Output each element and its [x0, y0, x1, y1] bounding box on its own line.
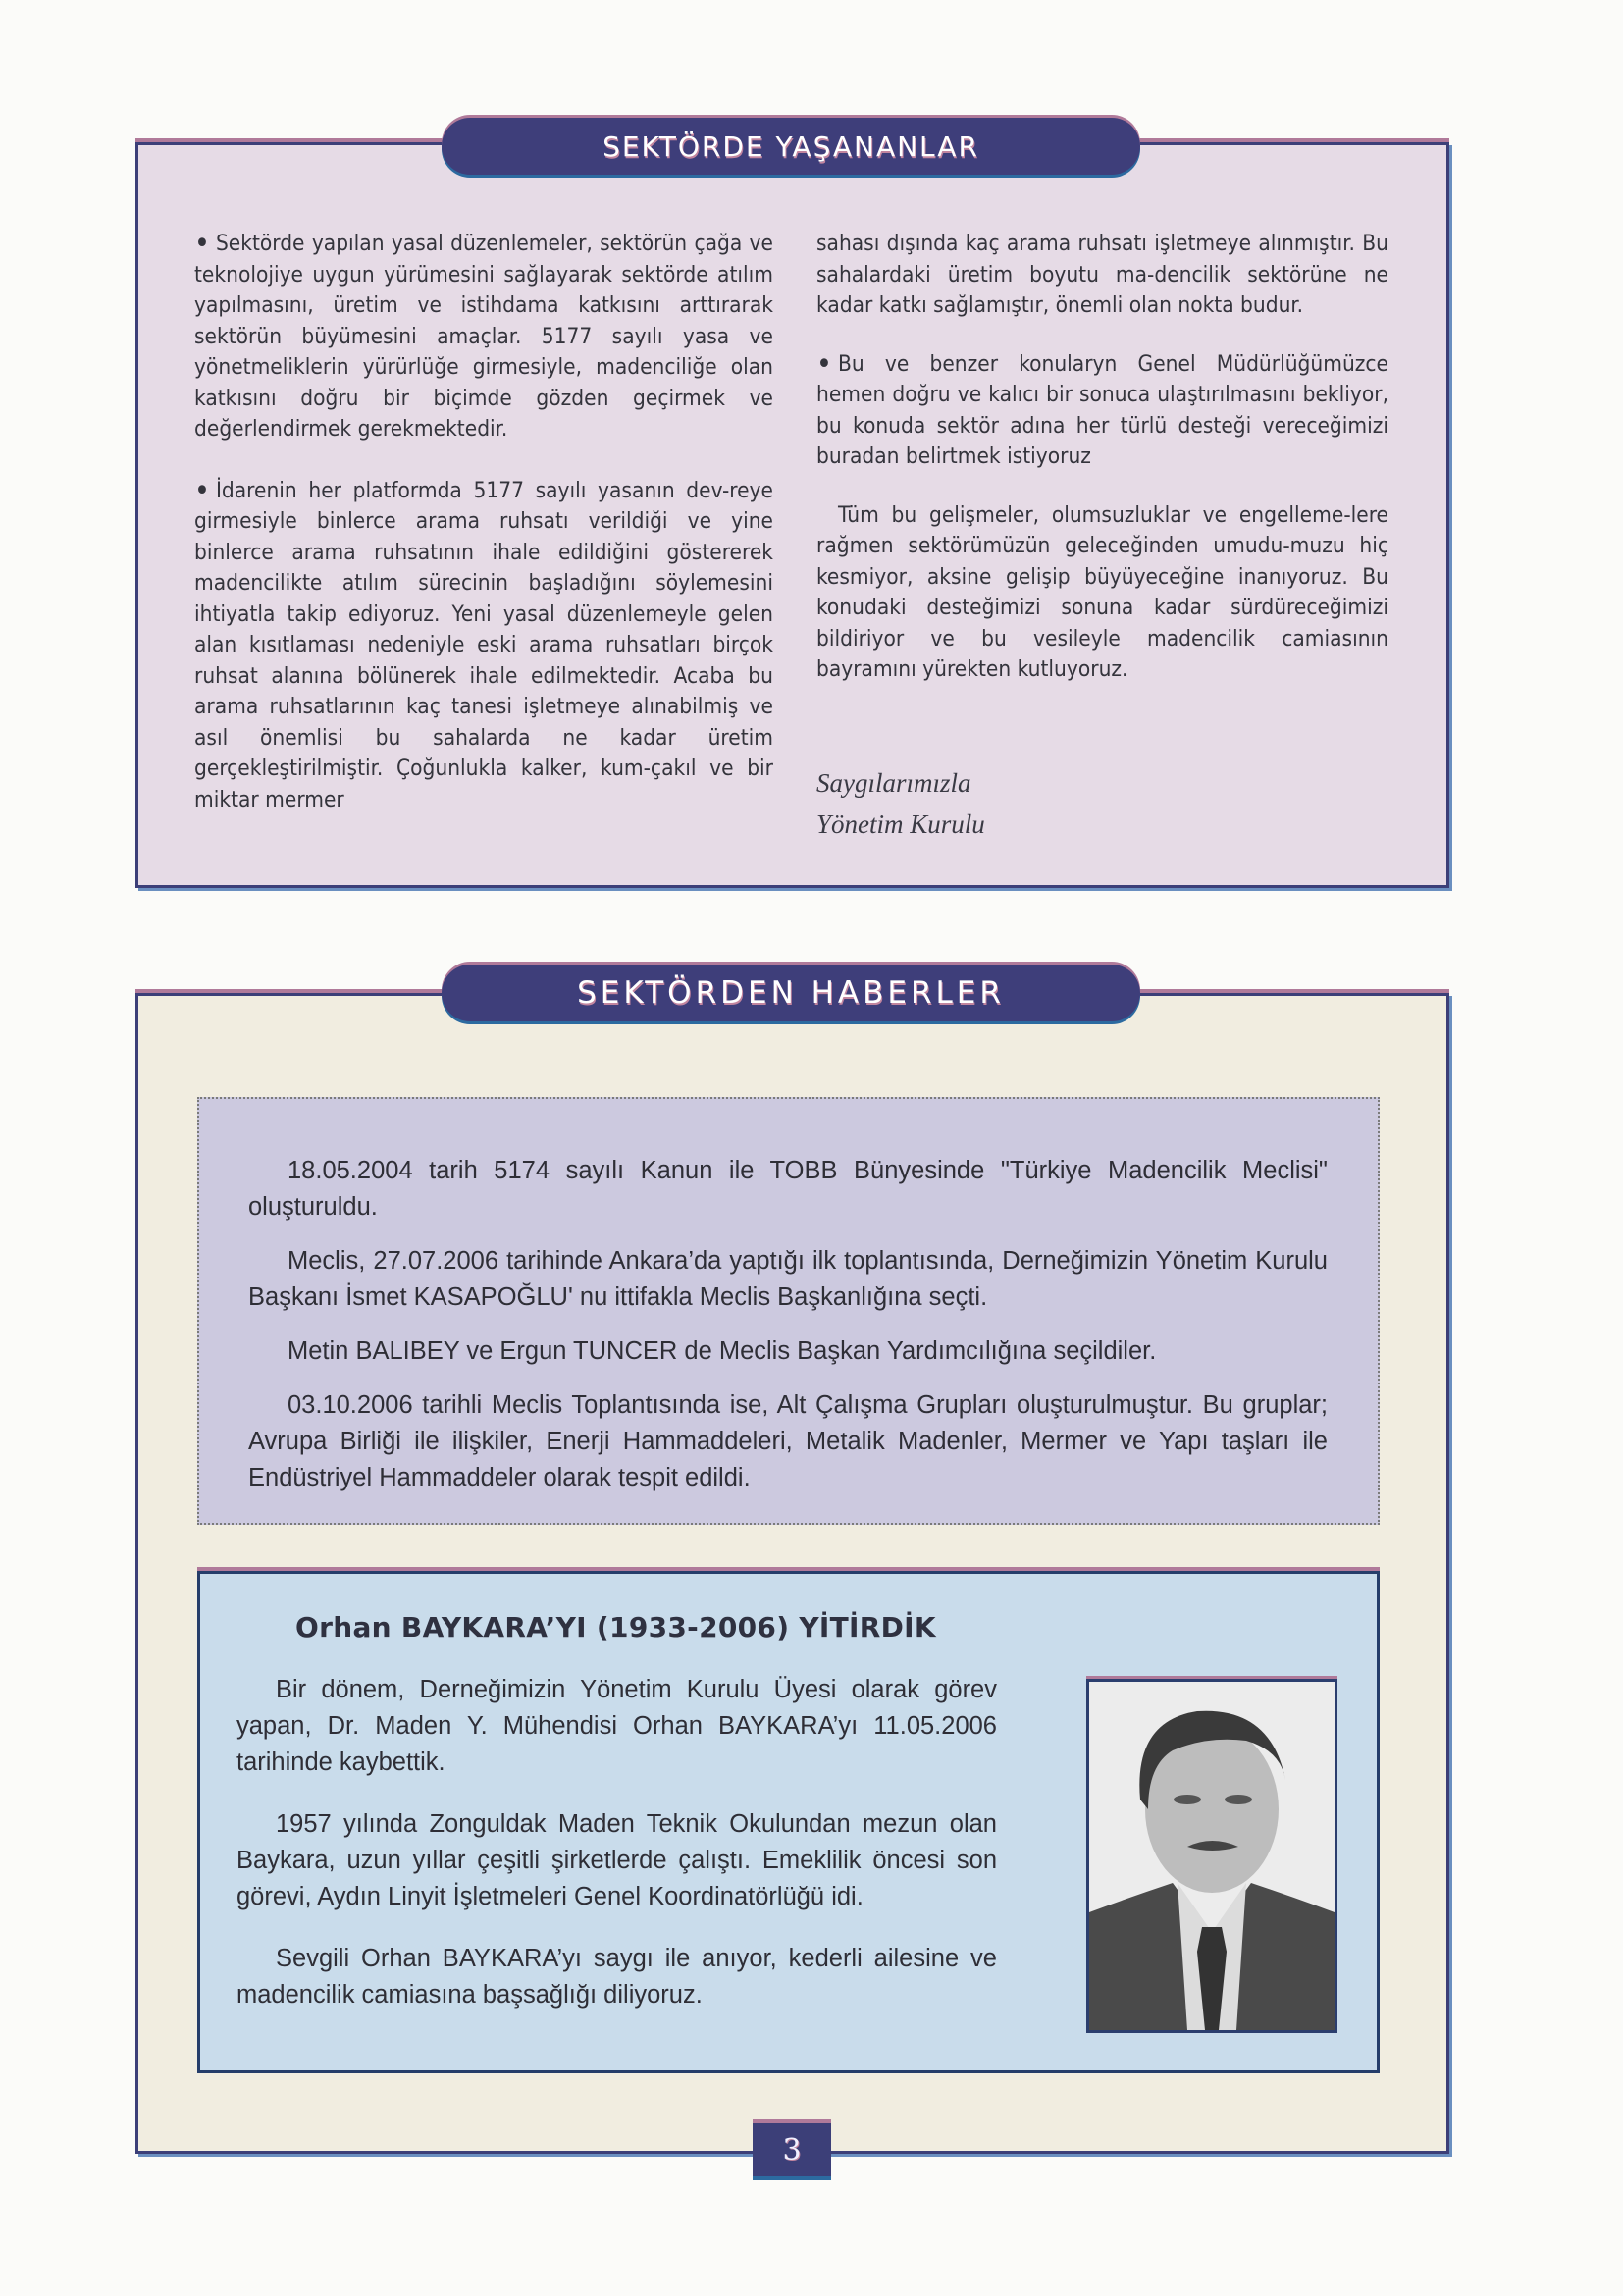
signature-greeting: Saygılarımızla — [816, 767, 971, 798]
news-box — [197, 1097, 1380, 1525]
obituary-text — [236, 1672, 997, 2013]
obituary-paragraph: 1957 yılında Zonguldak Maden Teknik Okulundan mezun olan Baykara, uzun yıllar çeşitli şirketlerde çalıştı. Emeklilik öncesi son görevi, Aydın Linyit İşletmeleri Genel Koordinatörlüğü idi. — [236, 1810, 997, 1910]
sector-events-right-column — [816, 229, 1388, 845]
paragraph: • İdarenin her platformda 5177 sayılı yasanın dev-reye girmesiyle binlerce arama ruhsatı verildiği ve yine binlerce arama ruhsatının ihale edildiğini göstererek madencilikte atılım sürecinin başladığını söylemesini ihtiyatla takip ediyoruz. Yeni yasal düzenlemeyle gelen alan kısıtlaması nedeniyle eski arama ruhsatları birçok ruhsat alanına bölünerek ihale edilmektedir. Acaba bu arama ruhsatlarının kaç tanesi işletmeye alınabilmiş ve asıl önemlisi bu sahalarda ne kadar üretim gerçekleştirilmiştir. Çoğunlukla kalker, kum-çakıl ve bir miktar mermer — [194, 476, 773, 816]
portrait-icon — [1089, 1682, 1335, 2030]
sector-events-heading — [442, 118, 1140, 175]
page-number: 3 — [753, 2123, 831, 2176]
news-item: Metin BALIBEY ve Ergun TUNCER de Meclis Başkan Yardımcılığına seçildiler. — [288, 1337, 1157, 1365]
news-text — [248, 1153, 1328, 1496]
sector-news-panel — [135, 993, 1449, 2154]
signature-board: Yönetim Kurulu — [816, 809, 985, 839]
sector-news-heading — [442, 965, 1140, 1021]
paragraph: • Sektörde yapılan yasal düzenlemeler, sektörün çağa ve teknolojiye uygun yürümesini sağlayarak sektörde atılım yapılmasını, üretim ve istihdama katkısını arttırarak sektörün büyümesini amaçlar. 5177 sayılı yasa ve yönetmeliklerin yürürlüğe girmesiyle, madenciliğe olan katkısını doğru bir biçimde gözden geçirmek ve değerlendirmek gerekmektedir. — [194, 229, 773, 445]
obituary-paragraph: Bir dönem, Derneğimizin Yönetim Kurulu Üyesi olarak görev yapan, Dr. Maden Y. Mühendisi Orhan BAYKARA’yı 11.05.2006 tarihinde kaybettik. — [236, 1676, 997, 1776]
obituary-title: Orhan BAYKARA’YI (1933-2006) YİTİRDİK — [295, 1611, 936, 1644]
portrait-photo — [1086, 1679, 1337, 2033]
obituary-box — [197, 1571, 1380, 2073]
news-item: 18.05.2004 tarih 5174 sayılı Kanun ile TOBB Bünyesinde "Türkiye Madencilik Meclisi" oluşturuldu. — [248, 1157, 1328, 1221]
sector-news-title: SEKTÖRDEN HABERLER — [577, 975, 1005, 1011]
sector-events-left-column — [194, 229, 773, 815]
paragraph: sahası dışında kaç arama ruhsatı işletmeye alınmıştır. Bu sahalardaki üretim boyutu ma-dencilik sektörüne ne kadar katkı sağlamıştır, önemli olan nokta budur. — [816, 231, 1388, 318]
news-item: Meclis, 27.07.2006 tarihinde Ankara’da yaptığı ilk toplantısında, Derneğimizin Yönetim Kurulu Başkanı İsmet KASAPOĞLU' nu ittifakla Meclis Başkanlığına seçti. — [248, 1247, 1328, 1311]
news-item: 03.10.2006 tarihli Meclis Toplantısında ise, Alt Çalışma Grupları oluşturulmuştur. Bu gruplar; Avrupa Birliği ile ilişkiler, Enerji Hammaddeleri, Metalik Madenler, Mermer ve Yapı taşları ile Endüstriyel Hammaddeler olarak tespit edildi. — [248, 1391, 1328, 1491]
paragraph: Tüm bu gelişmeler, olumsuzluklar ve engelleme-lere rağmen sektörümüzün geleceğinden umudu-muzu hiç kesmiyor, aksine gelişip büyüyeceğine inanıyoruz. Bu konudaki desteğimizi sonuna kadar sürdüreceğimizi bildiriyor ve bu vesileyle madencilik camiasının bayramını yürekten kutluyoruz. — [816, 501, 1388, 682]
sector-events-title: SEKTÖRDE YAŞANANLAR — [602, 130, 979, 163]
obituary-paragraph: Sevgili Orhan BAYKARA’yı saygı ile anıyor, kederli ailesine ve madencilik camiasına başsağlığı diliyoruz. — [236, 1945, 997, 2009]
paragraph: • Bu ve benzer konularyn Genel Müdürlüğümüzce hemen doğru ve kalıcı bir sonuca ulaştırılmasını bekliyor, bu konuda sektör adına her türlü desteği vereceğimizi buradan belirtmek istiyoruz — [816, 349, 1388, 473]
